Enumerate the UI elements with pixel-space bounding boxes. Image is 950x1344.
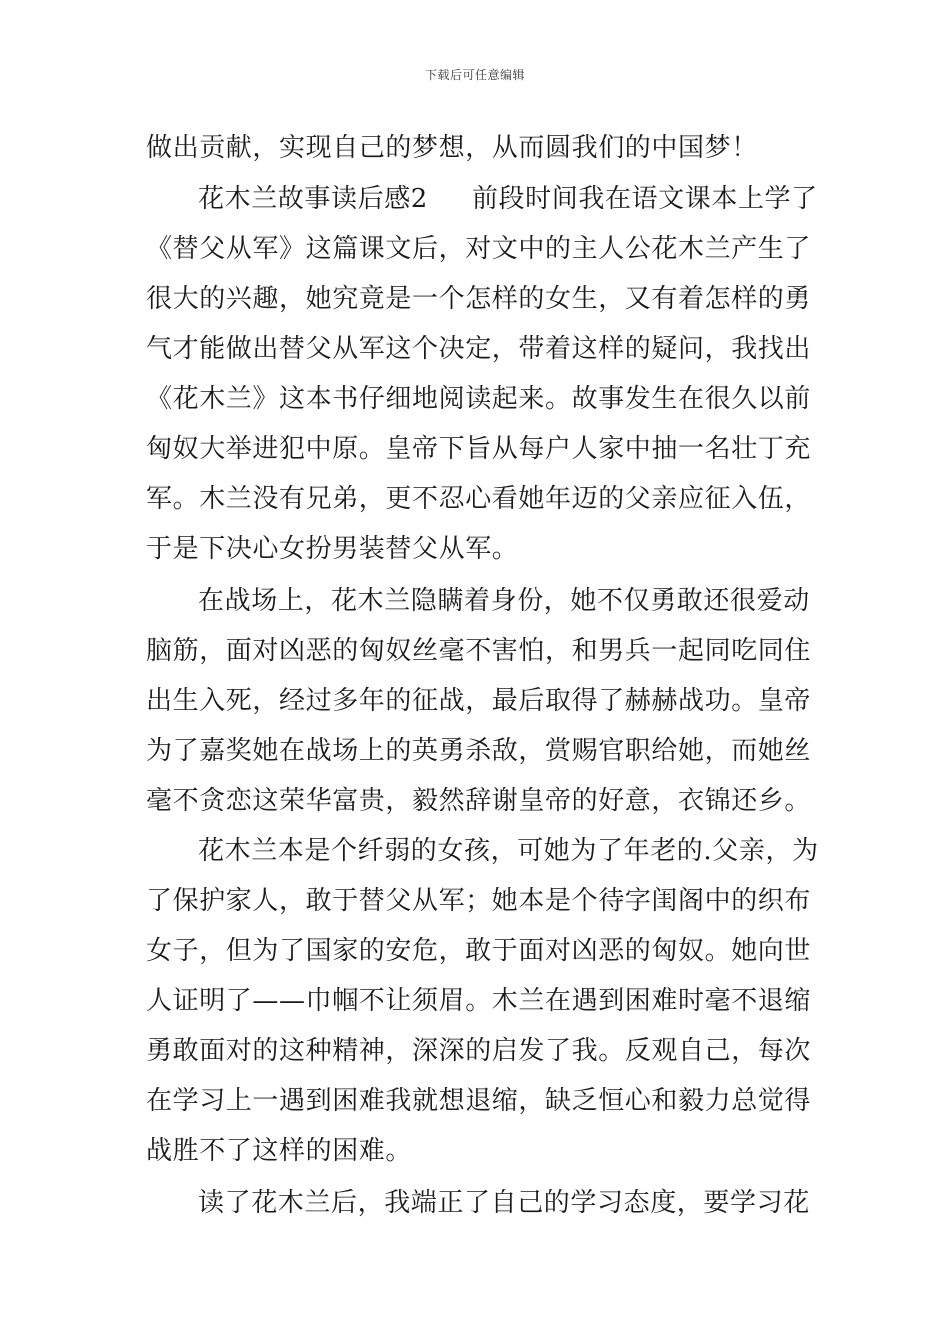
text-line: 军。木兰没有兄弟，更不忍心看她年迈的父亲应征入伍， (146, 484, 812, 514)
text-line: 气才能做出替父从军这个决定，带着这样的疑问，我找出 (146, 334, 812, 364)
text-line: 《花木兰》这本书仔细地阅读起来。故事发生在很久以前 (146, 384, 812, 414)
text-line: 人证明了——巾帼不让须眉。木兰在遇到困难时毫不退缩 (146, 986, 812, 1016)
text-line: 《替父从军》这篇课文后，对文中的主人公花木兰产生了 (146, 234, 812, 264)
text-line: 毫不贪恋这荣华富贵，毅然辞谢皇帝的好意，衣锦还乡。 (146, 786, 812, 816)
text-line: 匈奴大举进犯中原。皇帝下旨从每户人家中抽一名壮丁充 (146, 434, 812, 464)
text-line: 勇敢面对的这种精神，深深的启发了我。反观自己，每次 (146, 1036, 812, 1066)
page-header: 下载后可任意编辑 (424, 68, 525, 82)
section-title: 花木兰故事读后感2 (198, 184, 428, 214)
text-line (198, 184, 818, 214)
text-line: 读了花木兰后，我端正了自己的学习态度，要学习花 (198, 1188, 810, 1218)
text-line: 花木兰本是个纤弱的女孩，可她为了年老的.父亲，为 (198, 836, 819, 866)
text-line: 为了嘉奖她在战场上的英勇杀敌，赏赐官职给她，而她丝 (146, 736, 812, 766)
text-line: 了保护家人，敢于替父从军；她本是个待字闺阁中的织布 (146, 886, 812, 916)
text-line: 在学习上一遇到困难我就想退缩，缺乏恒心和毅力总觉得 (146, 1086, 812, 1116)
text-line: 很大的兴趣，她究竟是一个怎样的女生，又有着怎样的勇 (146, 284, 812, 314)
text-line: 战胜不了这样的困难。 (146, 1136, 413, 1166)
text-line: 女子，但为了国家的安危，敢于面对凶恶的匈奴。她向世 (146, 936, 812, 966)
text-line: 脑筋，面对凶恶的匈奴丝毫不害怕，和男兵一起同吃同住 (146, 636, 812, 666)
text-line: 出生入死，经过多年的征战，最后取得了赫赫战功。皇帝 (146, 686, 812, 716)
text-line: 在战场上，花木兰隐瞒着身份，她不仅勇敢还很爱动 (198, 586, 810, 616)
text-line: 做出贡献，实现自己的梦想，从而圆我们的中国梦！ (146, 133, 758, 163)
text-fragment: 前段时间我在语文课本上学了 (471, 184, 818, 214)
text-line: 于是下决心女扮男装替父从军。 (146, 534, 519, 564)
